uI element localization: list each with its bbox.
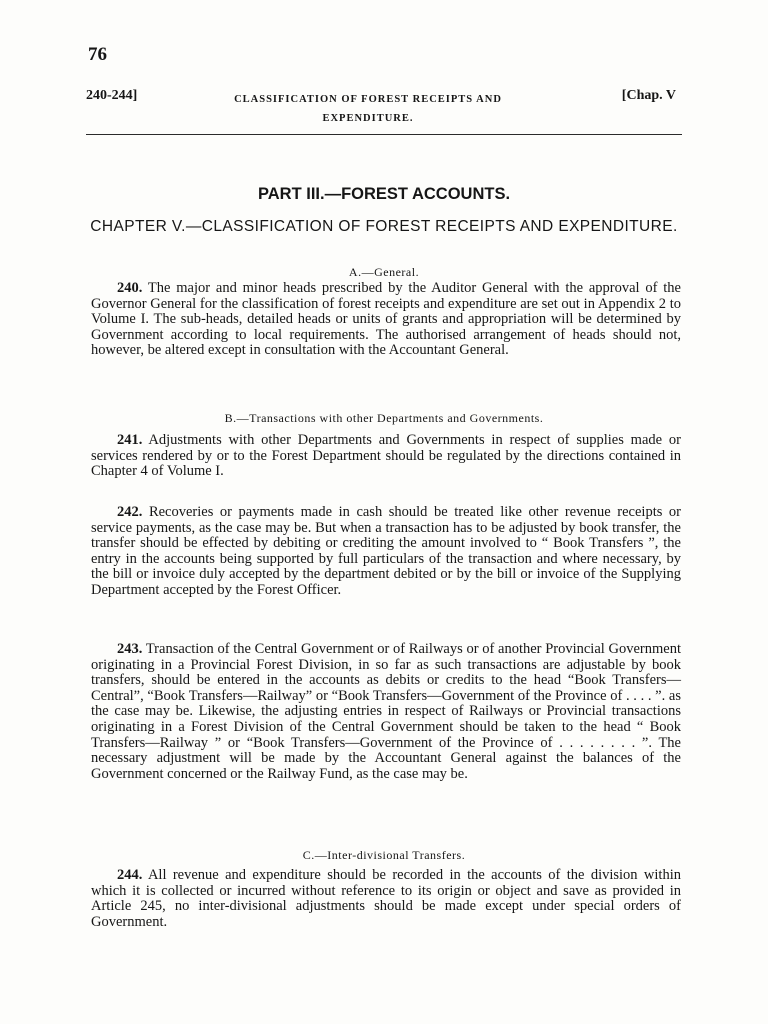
section-heading-general: A.—General. xyxy=(348,265,420,279)
running-head-title-line2: EXPENDITURE. xyxy=(322,113,414,124)
paragraph-242 xyxy=(91,505,681,599)
article-number: 240. xyxy=(117,280,143,296)
paragraph-244 xyxy=(91,868,681,930)
paragraph-text: Adjustments with other Departments and Governments in respect of supplies made or services rendered by or to the Forest Department should be regulated by the directions contained in Chapter 4 of Volume I. xyxy=(91,432,681,480)
running-head-articles: 240-244] xyxy=(86,88,138,103)
article-number: 242. xyxy=(117,504,143,520)
section-heading-inter-divisional: C.—Inter-divisional Transfers. xyxy=(302,848,466,862)
article-number: 241. xyxy=(117,432,143,448)
running-head-chapter: [Chap. V xyxy=(621,88,676,103)
paragraph-text: Transaction of the Central Government or of Railways or of another Provincial Government originating in a Provincial Forest Division, in so far as such transactions are adjustable by book transfers, should be entered in the accounts as debits or credits to the head “Book Transfers—Central”, “Book Transfers—Railway” or “Book Transfers—Government of the Province of . . . . ”. as the case may be. Likewise, the adjusting entries in respect of Railways or Provincial transactions originating in a Forest Division of the Central Government should be taken to the head “ Book Transfers—Railway ” or “Book Transfers—Government of the Province of . . . . . . . . ”. The necessary adjustment will be made by the Accountant General against the balances of the Government concerned or the Railway Fund, as the case may be. xyxy=(91,641,681,782)
header-divider xyxy=(86,134,682,135)
running-head-title xyxy=(188,90,548,128)
page-number: 76 xyxy=(88,44,107,65)
part-title: PART III.—FOREST ACCOUNTS. xyxy=(257,185,511,203)
paragraph-241 xyxy=(91,433,681,480)
running-head-title-line1: CLASSIFICATION OF FOREST RECEIPTS AND xyxy=(234,94,502,105)
running-head xyxy=(86,86,682,130)
paragraph-text: The major and minor heads prescribed by the Auditor General with the approval of the Governor General for the classification of forest receipts and expenditure are set out in Appendix 2 to Volume I. The sub-heads, detailed heads or units of grants and appropriation will be determined by Government according to local requirements. The authorised arrangement of heads should not, however, be altered except in consultation with the Accountant General. xyxy=(91,280,681,359)
chapter-title: CHAPTER V.—CLASSIFICATION OF FOREST RECEIPTS AND EXPENDITURE. xyxy=(90,218,678,235)
paragraph-240 xyxy=(91,281,681,359)
section-heading-transactions: B.—Transactions with other Departments and Governments. xyxy=(224,411,544,425)
article-number: 244. xyxy=(117,867,143,883)
paragraph-243 xyxy=(91,642,681,782)
article-number: 243. xyxy=(117,641,143,657)
paragraph-text: All revenue and expenditure should be recorded in the accounts of the division within which it is collected or incurred without reference to its origin or object and save as provided in Article 245, no inter-divisional adjustments should be made except under special orders of Government. xyxy=(91,867,681,930)
paragraph-text: Recoveries or payments made in cash should be treated like other revenue receipts or service payments, as the case may be. But when a transaction has to be adjusted by book transfer, the transfer should be effected by debiting or crediting the amount involved to “ Book Transfers ”, the entry in the accounts being supported by full particulars of the transaction and where necessary, by the bill or invoice duly accepted by the department debited or by the bill or invoice of the Supplying Department accepted by the Forest Officer. xyxy=(91,504,681,598)
